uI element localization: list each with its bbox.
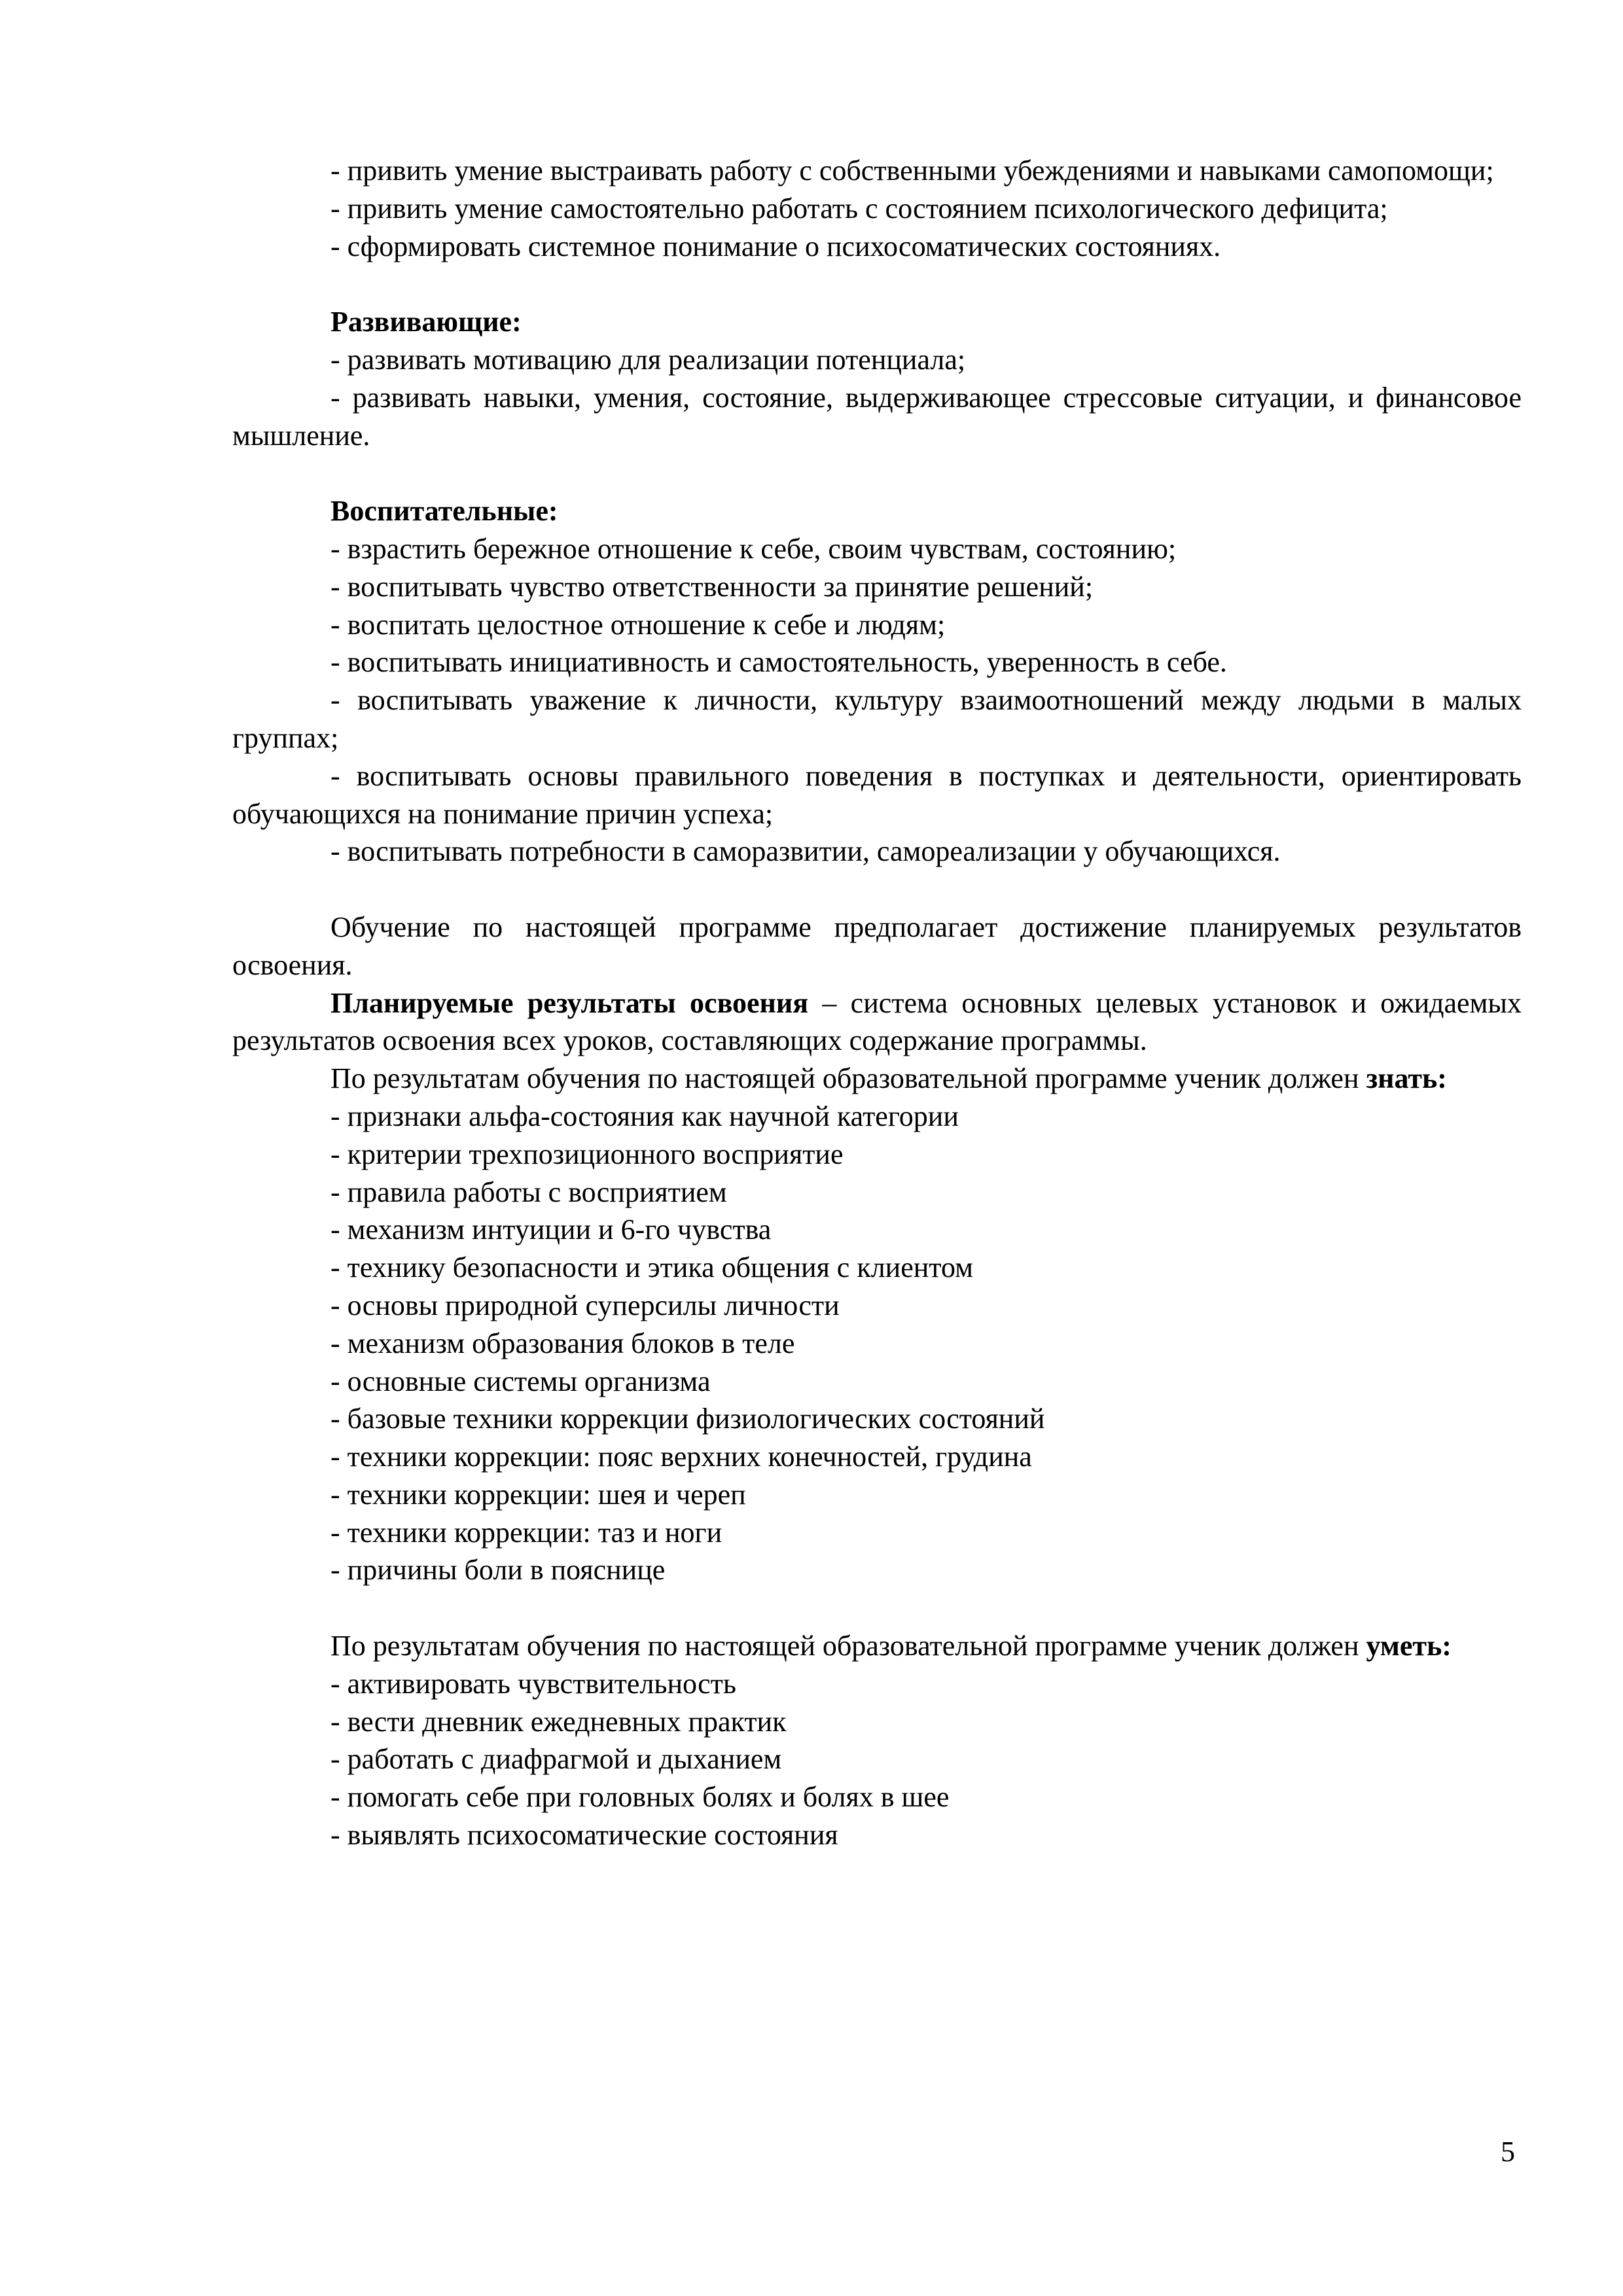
educational-item: - воспитывать потребности в саморазвитии, самореализации у обучающихся. — [330, 835, 1281, 868]
can-item: - помогать себе при головных болях и болях в шее — [330, 1781, 950, 1814]
can-item: - активировать чувствительность — [330, 1667, 736, 1700]
spacer — [232, 265, 1522, 303]
educational-item: - воспитать целостное отношение к себе и людям; — [330, 608, 946, 641]
spacer — [232, 454, 1522, 492]
educational-item: - воспитывать уважение к личности, культуру взаимоотношений между людьми в малых группах; — [232, 684, 1522, 754]
know-item: - технику безопасности и этика общения с клиентом — [330, 1251, 973, 1284]
outcomes-definition — [232, 984, 1522, 1060]
can-lead-paragraph — [232, 1627, 1522, 1665]
task-item: - сформировать системное понимание о психосоматических состояниях. — [330, 230, 1221, 262]
can-label: уметь: — [1366, 1630, 1452, 1662]
know-item: - техники коррекции: таз и ноги — [330, 1516, 722, 1549]
definition-term: Планируемые результаты освоения — [330, 986, 809, 1019]
know-item: - причины боли в пояснице — [330, 1554, 666, 1587]
can-item: - вести дневник ежедневных практик — [330, 1705, 787, 1738]
know-item: - механизм интуиции и 6-го чувства — [330, 1213, 772, 1246]
educational-item: - воспитывать основы правильного поведения в поступках и деятельности, ориентировать обучающихся на понимание причин успеха; — [232, 759, 1522, 830]
page-number: 5 — [1501, 2136, 1515, 2168]
know-lead: По результатам обучения по настоящей образовательной программе ученик должен — [330, 1062, 1366, 1095]
can-lead: По результатам обучения по настоящей образовательной программе ученик должен — [330, 1630, 1366, 1662]
know-item: - техники коррекции: шея и череп — [330, 1478, 746, 1511]
developing-item: - развивать навыки, умения, состояние, выдерживающее стрессовые ситуации, и финансовое мышление. — [232, 381, 1522, 452]
know-item: - механизм образования блоков в теле — [330, 1327, 795, 1359]
can-item: - работать с диафрагмой и дыханием — [330, 1743, 782, 1776]
know-label: знать: — [1366, 1062, 1447, 1095]
know-lead-paragraph — [232, 1060, 1522, 1098]
spacer — [232, 1589, 1522, 1627]
know-item: - основы природной суперсилы личности — [330, 1289, 840, 1321]
educational-item: - воспитывать чувство ответственности за принятие решений; — [330, 570, 1094, 603]
educational-item: - воспитывать инициативность и самостоятельность, уверенность в себе. — [330, 646, 1227, 679]
can-item: - выявлять психосоматические состояния — [330, 1819, 838, 1852]
document-body — [232, 152, 1522, 1854]
know-item: - признаки альфа-состояния как научной категории — [330, 1100, 959, 1132]
spacer — [232, 870, 1522, 908]
definition-text: – система основных целевых установок и ожидаемых результатов освоения всех уроков, составляющих содержание программы. — [232, 986, 1522, 1057]
know-item: - базовые техники коррекции физиологических состояний — [330, 1403, 1045, 1435]
know-item: - правила работы с восприятием — [330, 1175, 727, 1208]
know-item: - техники коррекции: пояс верхних конечностей, грудина — [330, 1441, 1032, 1473]
outcomes-intro: Обучение по настоящей программе предполагает достижение планируемых результатов освоения. — [232, 910, 1522, 981]
educational-heading: Воспитательные: — [330, 495, 558, 528]
know-item: - основные системы организма — [330, 1365, 711, 1397]
know-item: - критерии трехпозиционного восприятие — [330, 1138, 844, 1170]
developing-heading: Развивающие: — [330, 306, 522, 338]
task-item: - привить умение выстраивать работу с собственными убеждениями и навыками самопомощи; — [330, 154, 1494, 187]
developing-item: - развивать мотивацию для реализации потенциала; — [330, 343, 966, 376]
task-item: - привить умение самостоятельно работать с состоянием психологического дефицита; — [330, 192, 1388, 224]
educational-item: - взрастить бережное отношение к себе, своим чувствам, состоянию; — [330, 532, 1177, 565]
